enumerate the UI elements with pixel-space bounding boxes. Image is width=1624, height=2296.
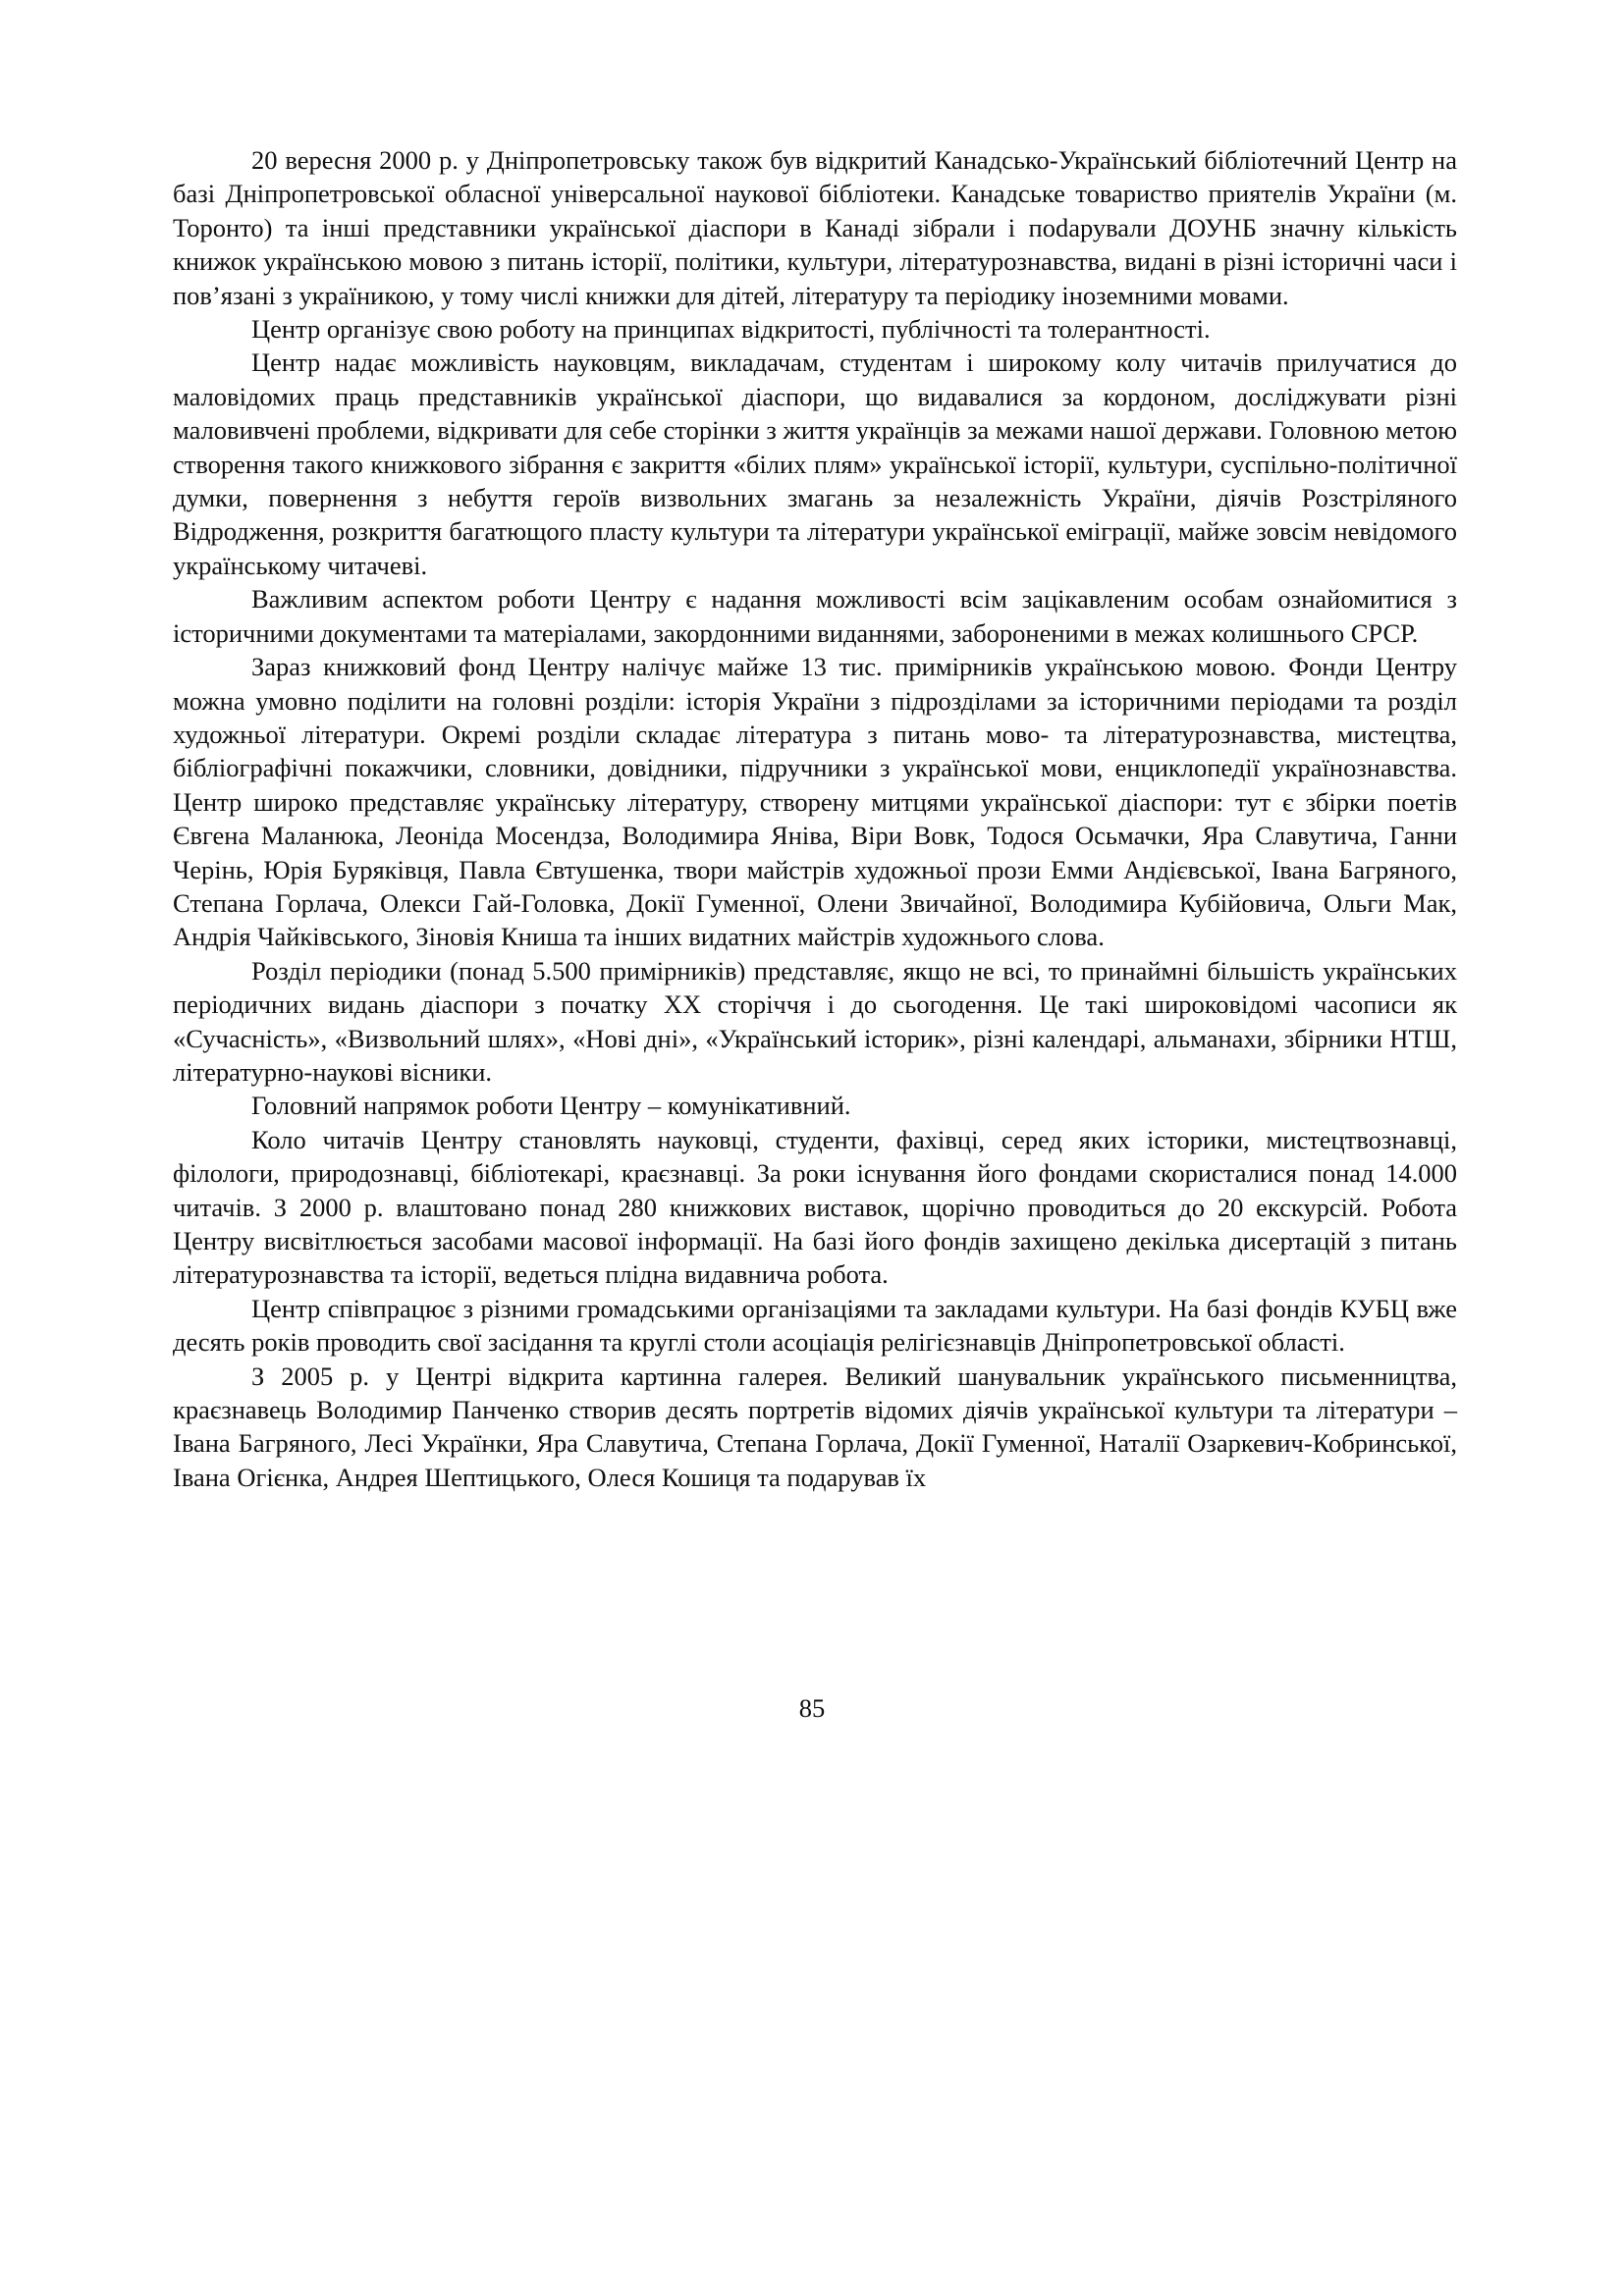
paragraph-8: Коло читачів Центру становлять науковці, студенти, фахівці, серед яких історики, мистецтвознавці, філологи, природознавці, бібліотекарі, краєзнавці. За роки існування його фондами скористалися понад 14.000 читачів. З 2000 р. влаштовано понад 280 книжкових виставок, щорічно проводиться до 20 екскурсій. Робота Центру висвітлюється засобами масової інформації. На базі його фондів захищено декілька дисертацій з питань літературознавства та історії, ведеться плідна видавнича робота. [173, 1124, 1457, 1290]
paragraph-6: Розділ періодики (понад 5.500 примірників) представляє, якщо не всі, то принаймні більшість українських періодичних видань діаспори з початку ХХ сторіччя і до сьогодення. Це такі широковідомі часописи як «Сучасність», «Визвольний шлях», «Нові дні», «Український історик», різні календарі, альманахи, збірники НТШ, літературно-наукові вісники. [173, 955, 1457, 1087]
body-text [173, 143, 1457, 1494]
paragraph-10: З 2005 р. у Центрі відкрита картинна галерея. Великий шанувальник українського письменництва, краєзнавець Володимир Панченко створив десять портретів відомих діячів української культури та літератури – Івана Багряного, Лесі Українки, Яра Славутича, Степана Горлача, Докії Гуменної, Наталії Озаркевич-Кобринської, Івана Огієнка, Андрея Шептицького, Олеся Кошиця та подарував їх [173, 1361, 1457, 1492]
paragraph-9: Центр співпрацює з різними громадськими організаціями та закладами культури. На базі фондів КУБЦ вже десять років проводить свої засідання та круглі столи асоціація релігієзнавців Дніпропетровської області. [173, 1293, 1457, 1358]
paragraph-5: Зараз книжковий фонд Центру налічує майже 13 тис. примірників українською мовою. Фонди Центру можна умовно поділити на головні розділи: історія України з підрозділами за історичними періодами та розділ художньої літератури. Окремі розділи складає література з питань мово- та літературознавства, мистецтва, бібліографічні покажчики, словники, довідники, підручники з української мови, енциклопедії українознавства. Центр широко представляє українську літературу, створену митцями української діаспори: тут є збірки поетів Євгена Маланюка, Леоніда Мосендза, Володимира Яніва, Віри Вовк, Тодося Осьмачки, Яра Славутича, Ганни Черінь, Юрія Буряківця, Павла Євтушенка, твори майстрів художньої прози Емми Андієвської, Івана Багряного, Степана Горлача, Олекси Гай-Головка, Докії Гуменної, Олени Звичайної, Володимира Кубійовича, Ольги Мак, Андрія Чайківського, Зіновія Книша та інших видатних майстрів художнього слова. [173, 652, 1457, 952]
page-number: 85 [798, 1693, 826, 1723]
paragraph-1: 20 вересня 2000 р. у Дніпропетровську також був відкритий Канадсько-Український біблiотечний Центр на базі Дніпропетровської обласної універсальної наукової бібліотеки. Канадське товариство приятелів України (м. Торонто) та інші представники української діаспори в Канаді зібрали і поdарували ДОУНБ значну кількість книжок українською мовою з питань історії, політики, культури, літературознавства, видані в різні історичні часи і пов’язані з україникою, у тому числі книжки для дітей, літературу та періодику іноземними мовами. [173, 145, 1457, 310]
paragraph-2: Центр організує свою роботу на принципах відкритості, публічності та толерантності. [251, 314, 1211, 345]
paragraph-4: Важливим аспектом роботи Центру є надання можливості всім зацікавленим особам ознайомитися з історичними документами та матеріалами, закордонними виданнями, забороненими в межах колишнього СРСР. [173, 584, 1457, 648]
paragraph-3: Центр надає можливість науковцям, викладачам, студентам і широкому колу читачів прилучатися до маловідомих праць представників української діаспори, що видавалися за кордоном, досліджувати різні маловивчені проблеми, відкривати для себе сторінки з життя українців за межами нашої держави. Головною метою створення такого книжкового зібрання є закриття «білих плям» української історії, культури, суспільно-політичної думки, повернення з небуття героїв визвольних змагань за незалежність України, діячів Розстріляного Відродження, розкриття багатющого пласту культури та літератури української еміграції, майже зовсім невідомого українському читачеві. [173, 347, 1457, 580]
paragraph-7: Головний напрямок роботи Центру – комунікативний. [251, 1091, 851, 1121]
